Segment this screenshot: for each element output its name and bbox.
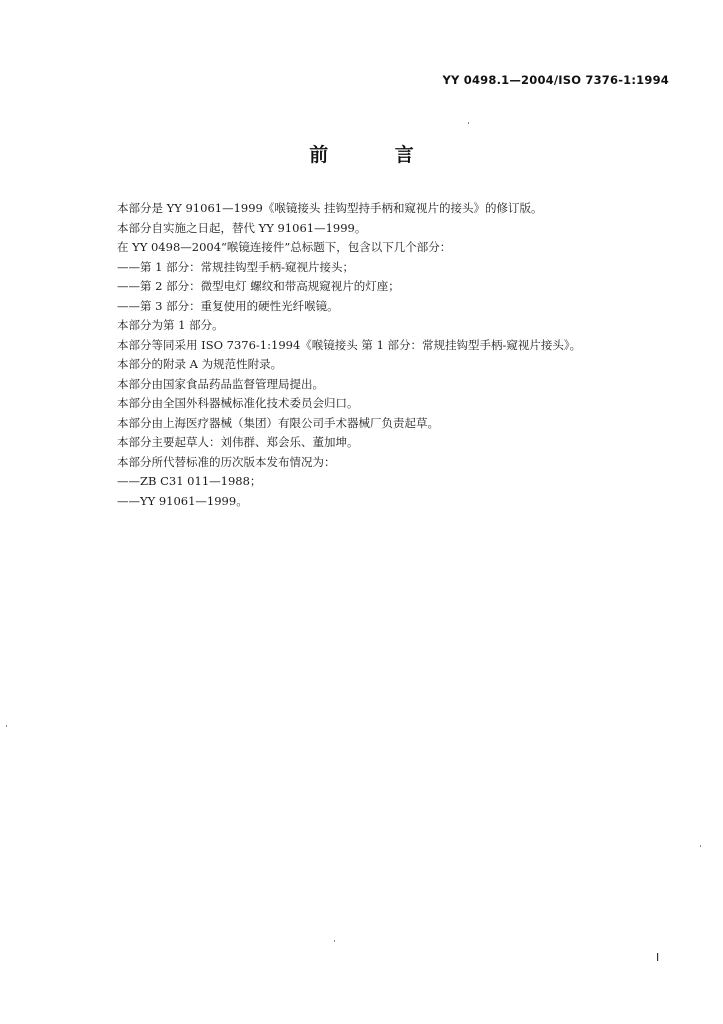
standard-code-header: YY 0498.1—2004/ISO 7376-1:1994 bbox=[442, 73, 669, 87]
scan-speck bbox=[334, 940, 335, 942]
page-number: I bbox=[656, 951, 660, 964]
page-title: 前 言 bbox=[309, 144, 444, 166]
list-item: ——第 1 部分：常规挂钩型手柄-窥视片接头； bbox=[117, 259, 355, 274]
paragraph-line: 本部分为第 1 部分。 bbox=[117, 318, 224, 332]
scan-speck bbox=[700, 845, 701, 847]
paragraph-line: 本部分是 YY 91061—1999《喉镜接头 挂钩型持手柄和窥视片的接头》的修订版。 bbox=[117, 201, 543, 215]
paragraph-line: 本部分由国家食品药品监督管理局提出。 bbox=[117, 376, 324, 391]
scan-speck bbox=[468, 122, 469, 124]
foreword-body bbox=[117, 199, 677, 511]
paragraph-line: 本部分等同采用 ISO 7376-1:1994《喉镜接头 第 1 部分：常规挂钩型手柄-窥视片接头》。 bbox=[117, 337, 582, 352]
paragraph-line: 本部分由上海医疗器械（集团）有限公司手术器械厂负责起草。 bbox=[117, 415, 439, 430]
paragraph-line: 本部分自实施之日起，替代 YY 91061—1999。 bbox=[117, 220, 367, 235]
paragraph-line: 在 YY 0498—2004“喉镜连接件”总标题下，包含以下几个部分： bbox=[117, 240, 452, 254]
list-item: ——YY 91061—1999。 bbox=[117, 493, 248, 508]
paragraph-line: 本部分所代替标准的历次版本发布情况为： bbox=[117, 454, 336, 469]
paragraph-line: 本部分主要起草人：刘伟群、郑会乐、董加坤。 bbox=[117, 435, 359, 449]
paragraph-line: 本部分的附录 A 为规范性附录。 bbox=[117, 357, 283, 371]
list-item: ——第 2 部分：微型电灯 螺纹和带高规窥视片的灯座； bbox=[117, 279, 400, 293]
scan-speck bbox=[6, 725, 7, 727]
list-item: ——ZB C31 011—1988； bbox=[117, 474, 262, 488]
paragraph-line: 本部分由全国外科器械标准化技术委员会归口。 bbox=[117, 396, 359, 410]
list-item: ——第 3 部分：重复使用的硬性光纤喉镜。 bbox=[117, 298, 339, 313]
